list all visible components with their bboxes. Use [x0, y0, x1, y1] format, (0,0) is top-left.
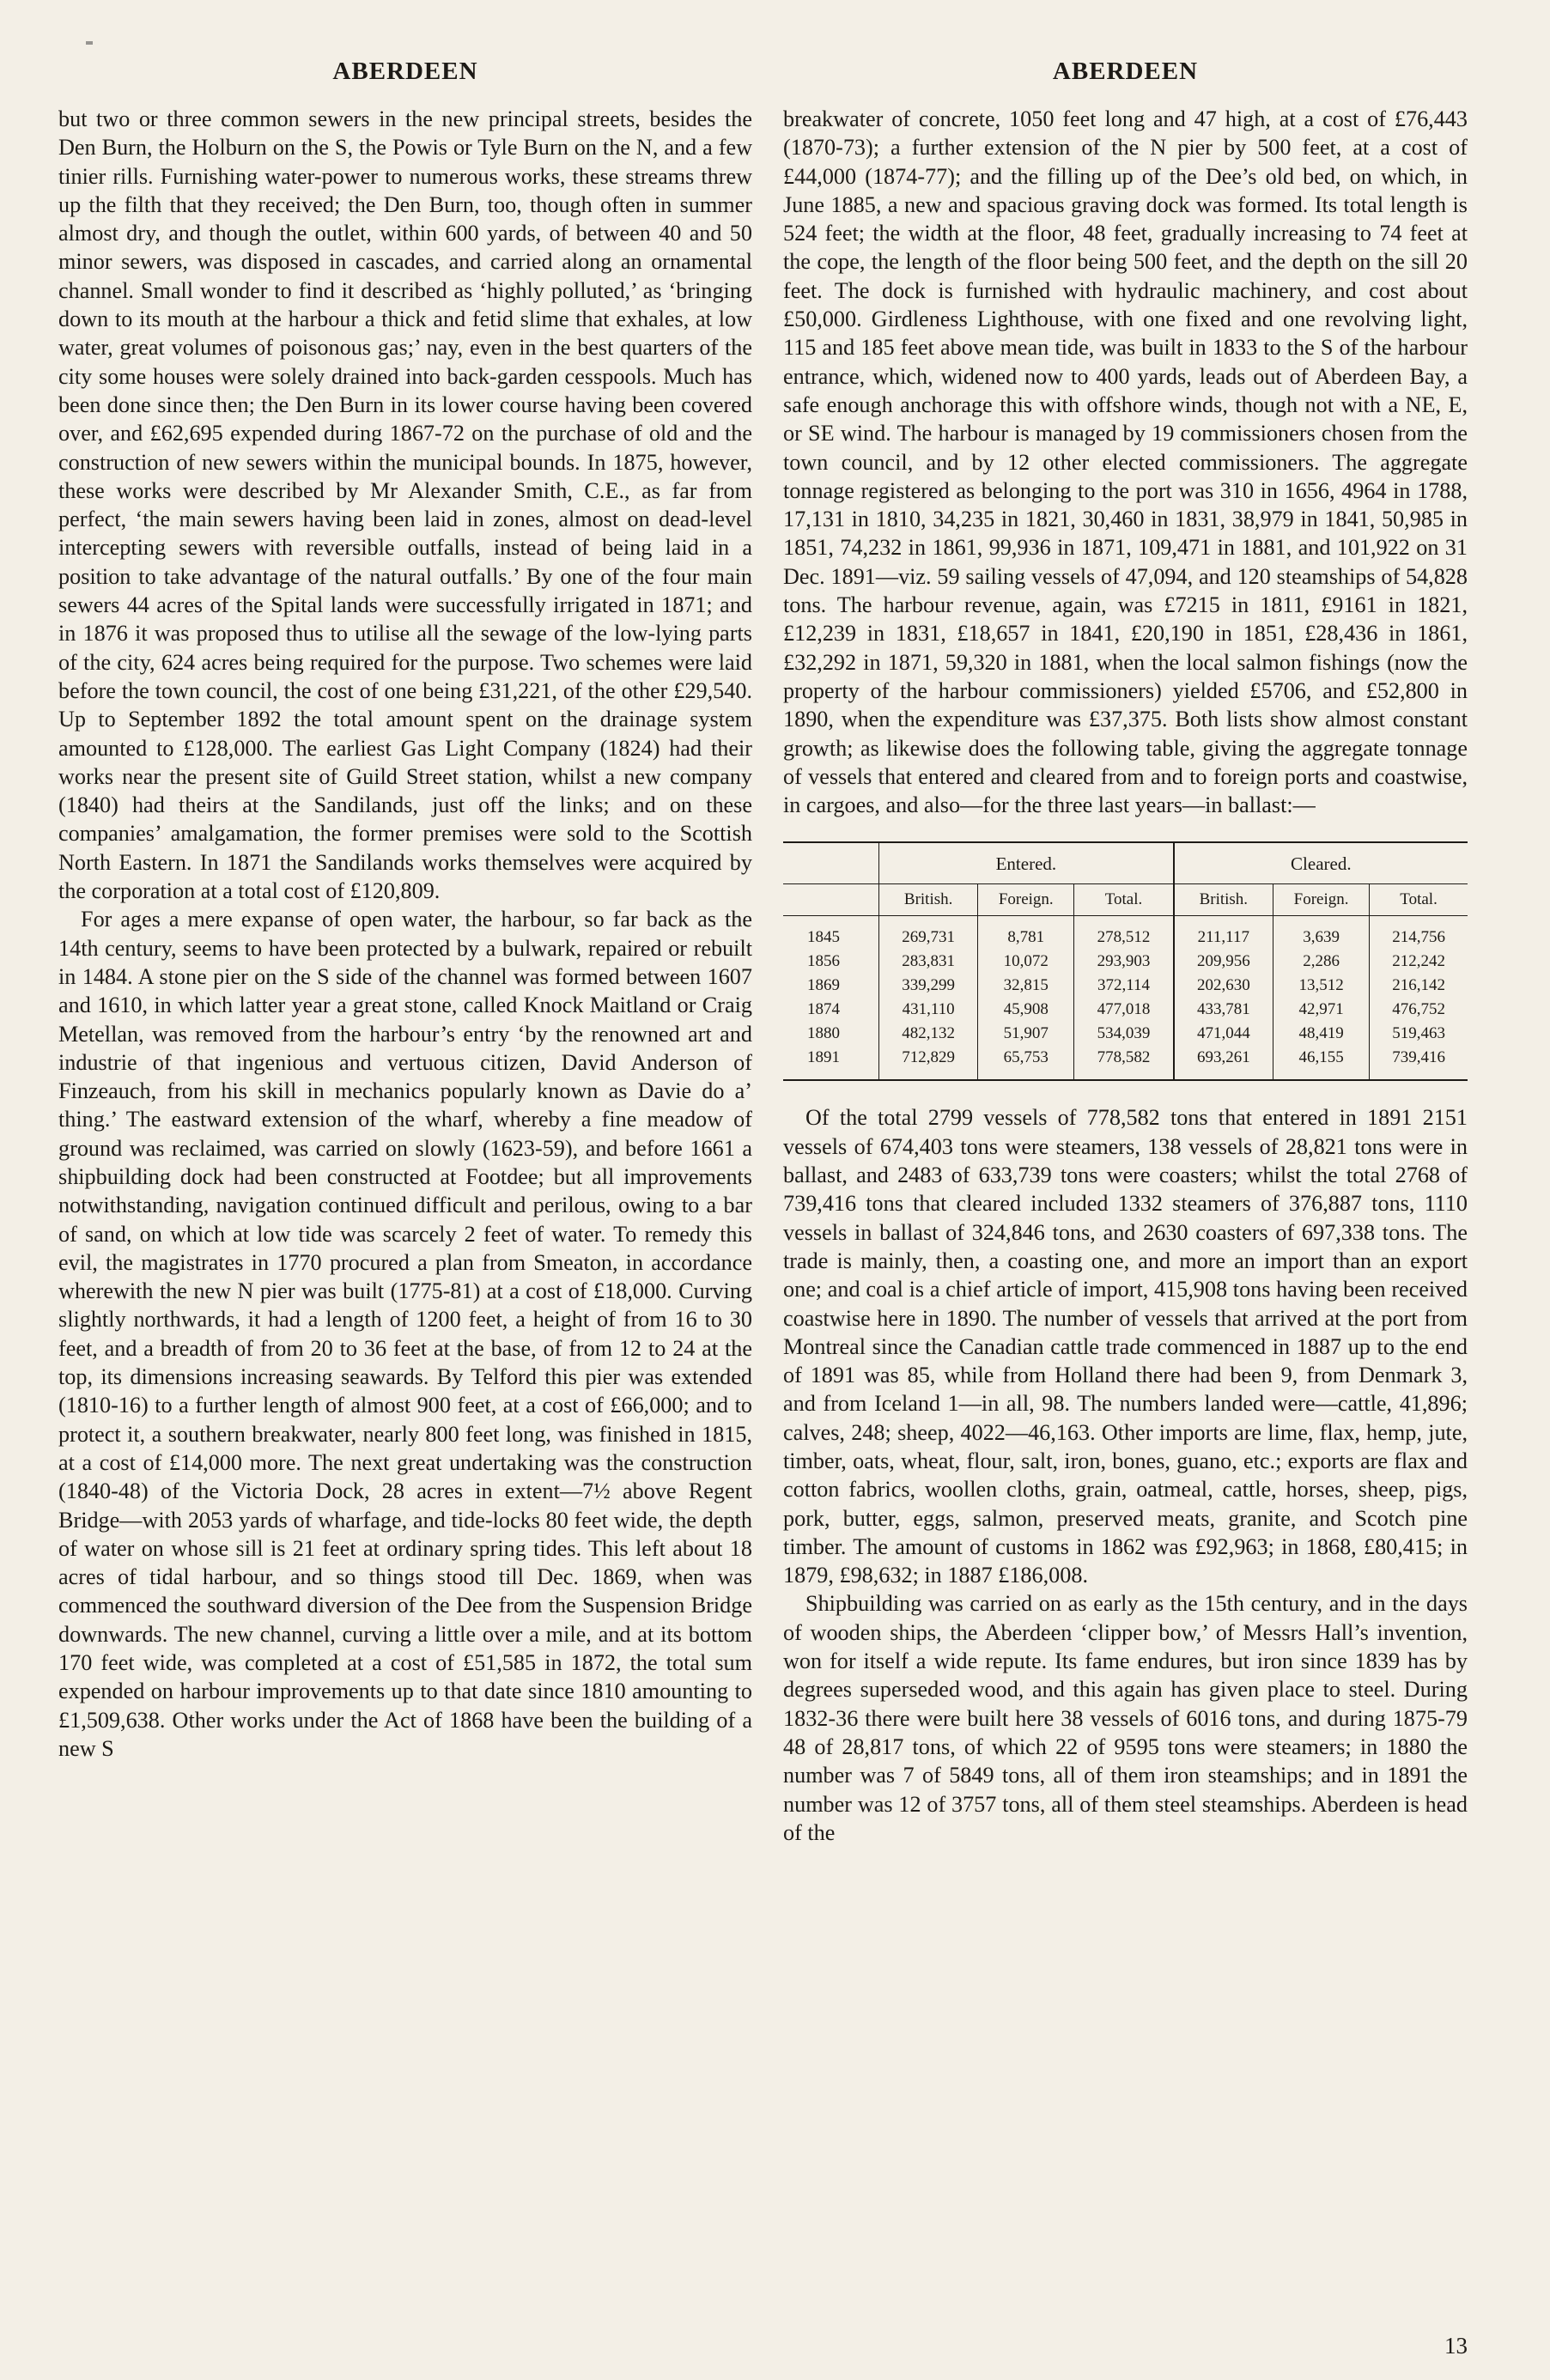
paragraph: Of the total 2799 vessels of 778,582 tons that entered in 1891 2151 vessels of 674,403 tons were steamers, 138 vessels of 28,821 tons were in ballast, and 2483 of 633,739 tons were coasters; whilst the total 2768 of 739,416 tons that cleared included 1332 steamers of 376,887 tons, 1110 vessels in ballast of 324,846 tons, and 2630 coasters of 697,338 tons. The trade is mainly, then, a coasting one, and more an import than an export one; and coal is a chief article of import, 415,908 tons having been received coastwise here in 1890. The number of vessels that arrived at the port from Montreal since the Canadian cattle trade commenced in 1887 up to the end of 1891 was 85, while from Holland there had been 9, from Denmark 3, and from Iceland 1—in all, 98. The numbers landed were—cattle, 41,896; calves, 248; sheep, 4022—46,163. Other imports are lime, flax, hemp, jute, timber, oats, wheat, flour, salt, iron, bones, guano, etc.; exports are flax and cotton fabrics, woollen cloths, grain, oatmeal, cattle, horses, sheep, pigs, pork, butter, eggs, salmon, preserved meats, granite, and Scotch pine timber. The amount of customs in 1862 was £92,963; in 1868, £80,415; in 1879, £98,632; in 1887 £186,008. — [783, 1105, 1468, 1588]
tonnage-cell: 283,831 — [879, 950, 978, 974]
tonnage-cell: 534,039 — [1074, 1022, 1174, 1046]
paragraph: but two or three common sewers in the new principal streets, besides the Den Burn, the Holburn on the S, the Powis or Tyle Burn on the N, and a few tinier rills. Furnishing water-power to numerous works, these streams threw up the filth that they received; the Den Burn, too, though often in summer almost dry, and though the outlet, within 600 yards, of between 40 and 50 minor sewers, was disposed in cascades, and carried along an ornamental channel. Small wonder to find it described as ‘highly polluted,’ as ‘bringing down to its mouth at the harbour a thick and fetid slime that exhales, at low water, great volumes of poisonous gas;’ nay, even in the best quarters of the city some houses were solely drained into back-garden cesspools. Much has been done since then; the Den Burn in its lower course having been covered over, and £62,695 expended during 1867-72 on the purchase of old and the construction of new sewers within the municipal bounds. In 1875, however, these works were described by Mr Alexander Smith, C.E., as far from perfect, ‘the main sewers having been laid in zones, almost on dead-level intercepting sewers with reversible outfalls, instead of being laid in a position to take advantage of the natural outfalls.’ By one of the four main sewers 44 acres of the Spital lands were successfully irrigated in 1871; and in 1876 it was proposed thus to utilise all the sewage of the low-lying parts of the city, 624 acres being required for the purpose. Two schemes were laid before the town council, the cost of one being £31,221, of the other £29,540. Up to September 1892 the total amount spent on the drainage system amounted to £128,000. The earliest Gas Light Company (1824) had their works near the present site of Guild Street station, whilst a new company (1840) had theirs at the Sandilands, just off the links; and on these companies’ amalgamation, the former premises were sold to the Scottish North Eastern. In 1871 the Sandilands works themselves were acquired by the corporation at a total cost of £120,809. — [58, 106, 752, 904]
tonnage-cell: 482,132 — [879, 1022, 978, 1046]
year-cell: 1880 — [807, 1024, 840, 1043]
page-number: 13 — [1444, 2333, 1468, 2359]
entered-group-header: Entered. — [879, 842, 1174, 884]
tonnage-cell: 2,286 — [1273, 950, 1369, 974]
tonnage-cell: 216,142 — [1370, 974, 1468, 998]
tonnage-cell: 209,956 — [1174, 950, 1273, 974]
table-row — [783, 916, 1468, 950]
tonnage-cell: 712,829 — [879, 1046, 978, 1080]
tonnage-cell: 778,582 — [1074, 1046, 1174, 1080]
right-column-text — [783, 105, 1468, 819]
column-header: British. — [1174, 884, 1273, 916]
tonnage-cell: 433,781 — [1174, 998, 1273, 1022]
tonnage-cell: 693,261 — [1174, 1046, 1273, 1080]
print-speck — [86, 41, 93, 45]
column-header: Foreign. — [978, 884, 1074, 916]
table-row — [783, 1022, 1468, 1046]
tonnage-table — [783, 841, 1468, 1081]
tonnage-cell: 32,815 — [978, 974, 1074, 998]
tonnage-cell: 471,044 — [1174, 1022, 1273, 1046]
tonnage-cell: 211,117 — [1174, 916, 1273, 950]
tonnage-cell: 10,072 — [978, 950, 1074, 974]
tonnage-cell: 8,781 — [978, 916, 1074, 950]
tonnage-cell: 431,110 — [879, 998, 978, 1022]
table-row — [783, 950, 1468, 974]
running-head-left: ABERDEEN — [332, 58, 478, 85]
running-head-right: ABERDEEN — [1052, 58, 1199, 85]
column-header: Total. — [1370, 884, 1468, 916]
right-column-text-continued — [783, 1103, 1468, 1847]
year-cell: 1891 — [807, 1048, 840, 1067]
table-group-header-row — [783, 842, 1468, 884]
column-header: Foreign. — [1273, 884, 1369, 916]
right-column — [783, 47, 1468, 1847]
tonnage-cell: 202,630 — [1174, 974, 1273, 998]
tonnage-cell: 269,731 — [879, 916, 978, 950]
paragraph: For ages a mere expanse of open water, the harbour, so far back as the 14th century, seems to have been protected by a bulwark, repaired or rebuilt in 1484. A stone pier on the S side of the channel was formed between 1607 and 1610, in which latter year a great stone, called Knock Maitland or Craig Metellan, was removed from the harbour’s entry ‘by the renowned art and industrie of that ingenious and vertuous citizen, David Anderson of Finzeauch, from his skill in mechanics popularly known as Davie do a’ thing.’ The eastward extension of the wharf, whereby a fine meadow of ground was reclaimed, was carried on slowly (1623-59), and before 1661 a shipbuilding dock had been constructed at Footdee; but all improvements notwithstanding, navigation continued difficult and perilous, owing to a bar of sand, on which at low tide was scarcely 2 feet of water. To remedy this evil, the magistrates in 1770 procured a plan from Smeaton, in accordance wherewith the new N pier was built (1775-81) at a cost of £18,000. Curving slightly northwards, it had a length of 1200 feet, a height of from 16 to 30 feet, and a breadth of from 20 to 36 feet at the base, of from 12 to 24 at the top, its dimensions increasing seawards. By Telford this pier was extended (1810-16) to a further length of almost 900 feet, at a cost of £66,000; and to protect it, a southern breakwater, nearly 800 feet long, was finished in 1815, at a cost of £14,000 more. The next great undertaking was the construction (1840-48) of the Victoria Dock, 28 acres in extent—7½ above Regent Bridge—with 2053 yards of wharfage, and tide-locks 80 feet wide, the depth of water on whose sill is 21 feet at ordinary spring tides. This left about 18 acres of tidal harbour, and so things stood till Dec. 1869, when was commenced the southward diversion of the Dee from the Suspension Bridge downwards. The new channel, curving a little over a mile, and at its bottom 170 feet wide, was completed at a cost of £51,585 in 1872, the total sum expended on harbour improvements up to that date since 1810 amounting to £1,509,638. Other works under the Act of 1868 have been the building of a new S — [58, 907, 752, 1761]
year-cell: 1845 — [807, 928, 840, 947]
tonnage-cell: 477,018 — [1074, 998, 1174, 1022]
tonnage-cell: 293,903 — [1074, 950, 1174, 974]
tonnage-cell: 13,512 — [1273, 974, 1369, 998]
tonnage-cell: 339,299 — [879, 974, 978, 998]
left-column — [58, 47, 752, 1763]
table-row — [783, 1046, 1468, 1080]
tonnage-cell: 476,752 — [1370, 998, 1468, 1022]
column-header: Total. — [1074, 884, 1174, 916]
paragraph: breakwater of concrete, 1050 feet long and 47 high, at a cost of £76,443 (1870-73); a further extension of the N pier by 500 feet, at a cost of £44,000 (1874-77); and the filling up of the Dee’s old bed, on which, in June 1885, a new and spacious graving dock was formed. Its total length is 524 feet; the width at the floor, 48 feet, gradually increasing to 74 feet at the cope, the length of the floor being 500 feet, and the depth on the sill 20 feet. The dock is furnished with hydraulic machinery, and cost about £50,000. Girdleness Lighthouse, with one fixed and one revolving light, 115 and 185 feet above mean tide, was built in 1833 to the S of the harbour entrance, which, widened now to 400 yards, leads out of Aberdeen Bay, a safe enough anchorage this with offshore winds, though not with a NE, E, or SE wind. The harbour is managed by 19 commissioners chosen from the town council, and by 12 other elected commissioners. The aggregate tonnage registered as belonging to the port was 310 in 1656, 4964 in 1788, 17,131 in 1810, 34,235 in 1821, 30,460 in 1831, 38,979 in 1841, 50,985 in 1851, 74,232 in 1861, 99,936 in 1871, 109,471 in 1881, and 101,922 on 31 Dec. 1891—viz. 59 sailing vessels of 47,094, and 120 steamships of 54,828 tons. The harbour revenue, again, was £7215 in 1811, £9161 in 1821, £12,239 in 1831, £18,657 in 1841, £20,190 in 1851, £28,436 in 1861, £32,292 in 1871, 59,320 in 1881, when the local salmon fishings (now the property of the harbour commissioners) yielded £5706, and £52,800 in 1890, when the expenditure was £37,375. Both lists show almost constant growth; as likewise does the following table, giving the aggregate tonnage of vessels that entered and cleared from and to foreign ports and coastwise, in cargoes, and also—for the three last years—in ballast:— — [783, 106, 1468, 818]
column-header: British. — [879, 884, 978, 916]
paragraph: Shipbuilding was carried on as early as the 15th century, and in the days of wooden ships, the Aberdeen ‘clipper bow,’ of Messrs Hall’s invention, won for itself a wide repute. Its fame endures, but iron since 1839 has by degrees superseded wood, and this again has given place to steel. During 1832-36 there were built here 38 vessels of 6016 tons, and during 1875-79 48 of 28,817 tons, of which 22 of 9595 tons were steamers; in 1880 the number was 7 of 5849 tons, all of them iron steamships; and in 1891 the number was 12 of 3757 tons, all of them steel steamships. Aberdeen is head of the — [783, 1591, 1468, 1845]
table-body — [783, 916, 1468, 1081]
tonnage-cell: 3,639 — [1273, 916, 1369, 950]
tonnage-cell: 214,756 — [1370, 916, 1468, 950]
year-cell: 1874 — [807, 1000, 840, 1019]
table-row — [783, 998, 1468, 1022]
year-cell: 1856 — [807, 952, 840, 971]
tonnage-cell: 48,419 — [1273, 1022, 1369, 1046]
tonnage-cell: 519,463 — [1370, 1022, 1468, 1046]
year-cell: 1869 — [807, 976, 840, 995]
table-sub-header-row — [783, 884, 1468, 916]
tonnage-cell: 65,753 — [978, 1046, 1074, 1080]
tonnage-cell: 739,416 — [1370, 1046, 1468, 1080]
tonnage-cell: 212,242 — [1370, 950, 1468, 974]
tonnage-cell: 45,908 — [978, 998, 1074, 1022]
table-row — [783, 974, 1468, 998]
tonnage-cell: 278,512 — [1074, 916, 1174, 950]
left-column-text — [58, 105, 752, 1763]
tonnage-cell: 42,971 — [1273, 998, 1369, 1022]
cleared-group-header: Cleared. — [1174, 842, 1468, 884]
tonnage-cell: 46,155 — [1273, 1046, 1369, 1080]
tonnage-cell: 51,907 — [978, 1022, 1074, 1046]
tonnage-cell: 372,114 — [1074, 974, 1174, 998]
